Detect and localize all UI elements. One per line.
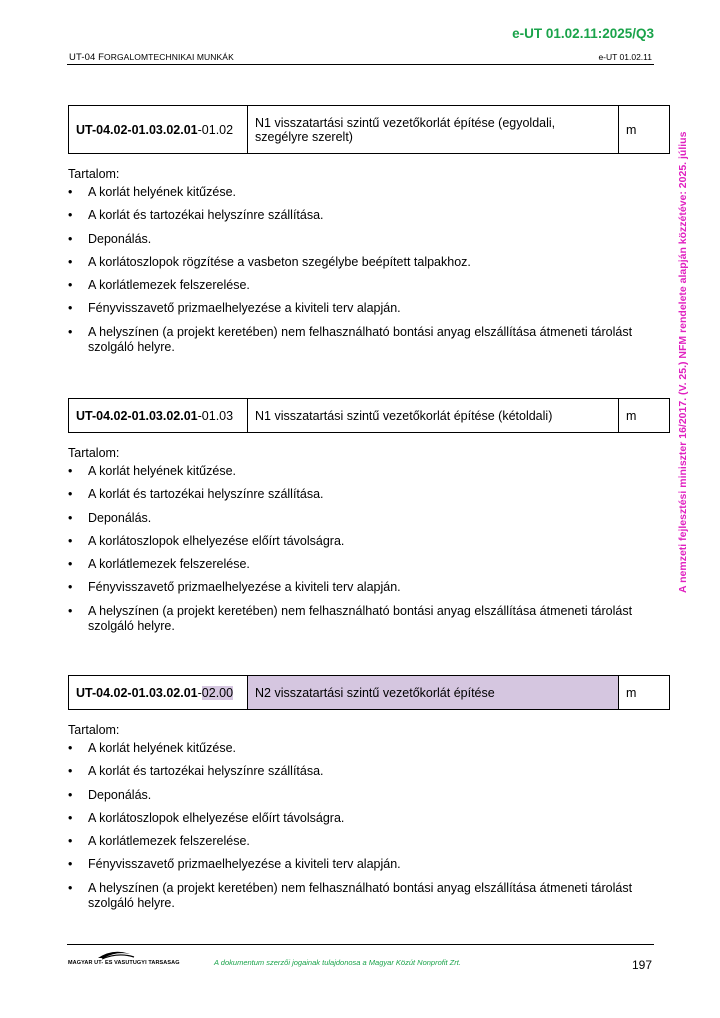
highlighted-code-suffix: 02.00 xyxy=(201,685,234,700)
list-item: • A korlát helyének kitűzése. xyxy=(68,185,670,200)
item-description: N2 visszatartási szintű vezetőkorlát építése xyxy=(248,676,619,710)
item-description: N1 visszatartási szintű vezetőkorlát építése (egyoldali, szegélyre szerelt) xyxy=(248,106,619,154)
list-item: • Deponálás. xyxy=(68,232,670,247)
publication-side-note: A nemzeti fejlesztési miniszter 16/2017. (V. 25.) NFM rendelete alapján közzétéve: 2025. július xyxy=(677,131,689,593)
list-item: • A korlát és tartozékai helyszínre szállítása. xyxy=(68,764,670,779)
item-section-2 xyxy=(68,398,670,642)
tartalom-label: Tartalom: xyxy=(68,167,120,181)
header-doc-id: e-UT 01.02.11 xyxy=(598,52,652,62)
list-item: • A korlát helyének kitűzése. xyxy=(68,464,670,479)
list-item: • A korlát és tartozékai helyszínre szállítása. xyxy=(68,208,670,223)
tartalom-label: Tartalom: xyxy=(68,723,120,737)
list-item: • A korlát helyének kitűzése. xyxy=(68,741,670,756)
list-item: • A helyszínen (a projekt keretében) nem felhasználható bontási anyag elszállítása átmeneti tárolást szolgáló helyre. xyxy=(68,604,670,634)
list-item: • A korlát és tartozékai helyszínre szállítása. xyxy=(68,487,670,502)
page-number: 197 xyxy=(631,958,652,972)
item-section-3 xyxy=(68,675,670,919)
tartalom-list xyxy=(68,464,670,634)
list-item: • A korlátlemezek felszerelése. xyxy=(68,557,670,572)
tartalom-list xyxy=(68,741,670,911)
list-item: • A korlátoszlopok rögzítése a vasbeton szegélybe beépített talpakhoz. xyxy=(68,255,670,270)
copyright-notice: A dokumentum szerzői jogainak tulajdonosa a Magyar Közút Nonprofit Zrt. xyxy=(214,958,461,967)
list-item: • A korlátlemezek felszerelése. xyxy=(68,834,670,849)
list-item: • A korlátoszlopok elhelyezése előírt távolságra. xyxy=(68,534,670,549)
item-section-1 xyxy=(68,105,670,363)
list-item: • Deponálás. xyxy=(68,511,670,526)
document-code: e-UT 01.02.11:2025/Q3 xyxy=(512,26,654,41)
logo-text: MAGYAR UT- ES VASUTUGYI TARSASAG xyxy=(68,960,180,966)
item-code-table xyxy=(68,398,670,433)
list-item: • A korlátoszlopok elhelyezése előírt távolságra. xyxy=(68,811,670,826)
item-code-table xyxy=(68,675,670,710)
item-unit: m xyxy=(619,399,670,433)
header-divider xyxy=(67,64,654,65)
list-item: • A helyszínen (a projekt keretében) nem felhasználható bontási anyag elszállítása átmeneti tárolást szolgáló helyre. xyxy=(68,325,670,355)
item-code: UT-04.02-01.03.02.01-01.03 xyxy=(69,399,248,433)
list-item: • Fényvisszavető prizmaelhelyezése a kiviteli terv alapján. xyxy=(68,580,670,595)
item-code: UT-04.02-01.03.02.01-02.00 xyxy=(69,676,248,710)
list-item: • Fényvisszavető prizmaelhelyezése a kiviteli terv alapján. xyxy=(68,301,670,316)
item-unit: m xyxy=(619,106,670,154)
chapter-header: UT-04 FORGALOMTECHNIKAI MUNKÁK xyxy=(69,52,234,63)
list-item: • Fényvisszavető prizmaelhelyezése a kiviteli terv alapján. xyxy=(68,857,670,872)
item-description: N1 visszatartási szintű vezetőkorlát építése (kétoldali) xyxy=(248,399,619,433)
footer-divider xyxy=(67,944,654,945)
tartalom-label: Tartalom: xyxy=(68,446,120,460)
item-code-table xyxy=(68,105,670,154)
item-code: UT-04.02-01.03.02.01-01.02 xyxy=(69,106,248,154)
tartalom-list xyxy=(68,185,670,355)
item-unit: m xyxy=(619,676,670,710)
list-item: • A helyszínen (a projekt keretében) nem felhasználható bontási anyag elszállítása átmeneti tárolást szolgáló helyre. xyxy=(68,881,670,911)
list-item: • A korlátlemezek felszerelése. xyxy=(68,278,670,293)
list-item: • Deponálás. xyxy=(68,788,670,803)
